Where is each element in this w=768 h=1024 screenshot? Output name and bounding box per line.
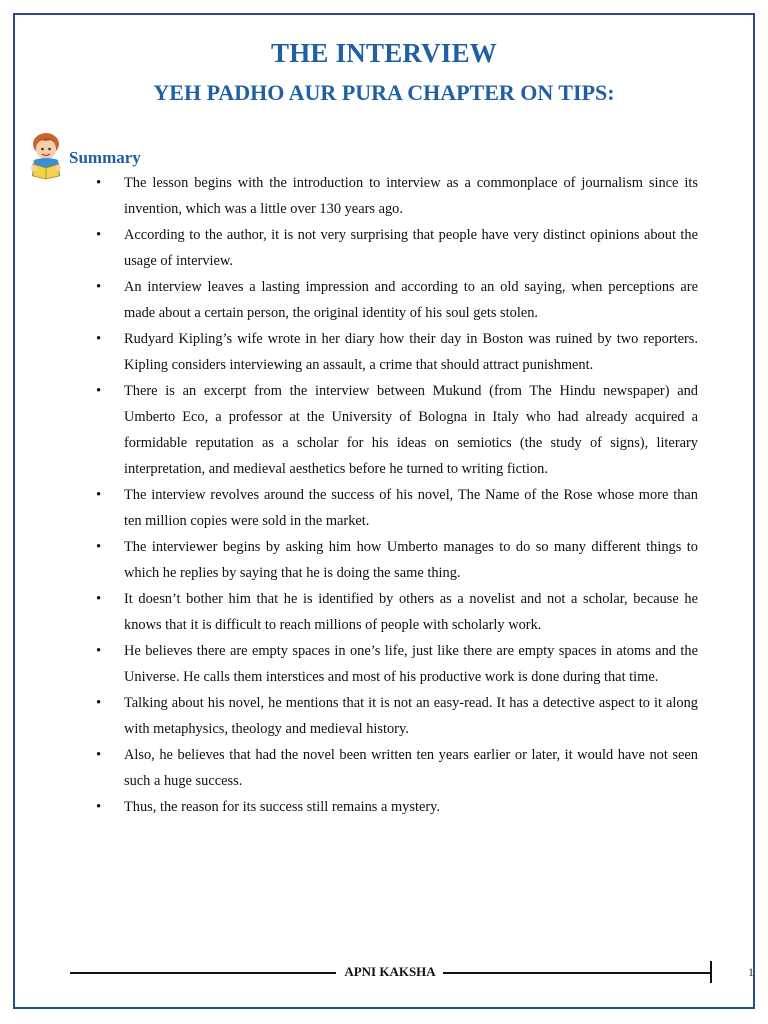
page-number: 1 [748, 965, 754, 979]
section-heading-summary: Summary [69, 148, 141, 167]
list-item: • The interview revolves around the success of his novel, The Name of the Rose whose more than ten million copies were sold in the market. [90, 482, 698, 534]
list-item: • An interview leaves a lasting impression and according to an old saying, when perceptions are made about a certain person, the original identity of his soul gets stolen. [90, 274, 698, 326]
footer-tick [710, 961, 712, 983]
summary-list [90, 170, 698, 820]
list-item: • Also, he believes that had the novel been written ten years earlier or later, it would have not seen such a huge success. [90, 742, 698, 794]
page-subtitle: YEH PADHO AUR PURA CHAPTER ON TIPS: [153, 80, 615, 105]
page-title: THE INTERVIEW [271, 38, 497, 68]
list-item: • The interviewer begins by asking him how Umberto manages to do so many different things to which he replies by saying that he is doing the same thing. [90, 534, 698, 586]
list-item: • He believes there are empty spaces in one’s life, just like there are empty spaces in atoms and the Universe. He calls them interstices and most of his productive work is done during that time. [90, 638, 698, 690]
footer-rule-right [443, 972, 711, 974]
list-item: • Thus, the reason for its success still remains a mystery. [90, 794, 698, 820]
list-item: • According to the author, it is not very surprising that people have very distinct opinions about the usage of interview. [90, 222, 698, 274]
list-item: • There is an excerpt from the interview between Mukund (from The Hindu newspaper) and Umberto Eco, a professor at the University of Bologna in Italy who had already acquired a formidable reputation as a scholar for his ideas on semiotics (the study of signs), literary interpretation, and medieval aesthetics before he turned to writing fiction. [90, 378, 698, 482]
list-item: • Rudyard Kipling’s wife wrote in her diary how their day in Boston was ruined by two reporters. Kipling considers interviewing an assault, a crime that should attract punishment. [90, 326, 698, 378]
footer-rule-left [70, 972, 336, 974]
list-item: • Talking about his novel, he mentions that it is not an easy-read. It has a detective aspect to it along with metaphysics, theology and medieval history. [90, 690, 698, 742]
list-item: • The lesson begins with the introduction to interview as a commonplace of journalism since its invention, which was a little over 130 years ago. [90, 170, 698, 222]
footer-brand: APNI KAKSHA [344, 964, 436, 979]
list-item: • It doesn’t bother him that he is identified by others as a novelist and not a scholar, because he knows that it is difficult to reach millions of people with scholarly work. [90, 586, 698, 638]
reading-kid-icon [24, 130, 68, 180]
